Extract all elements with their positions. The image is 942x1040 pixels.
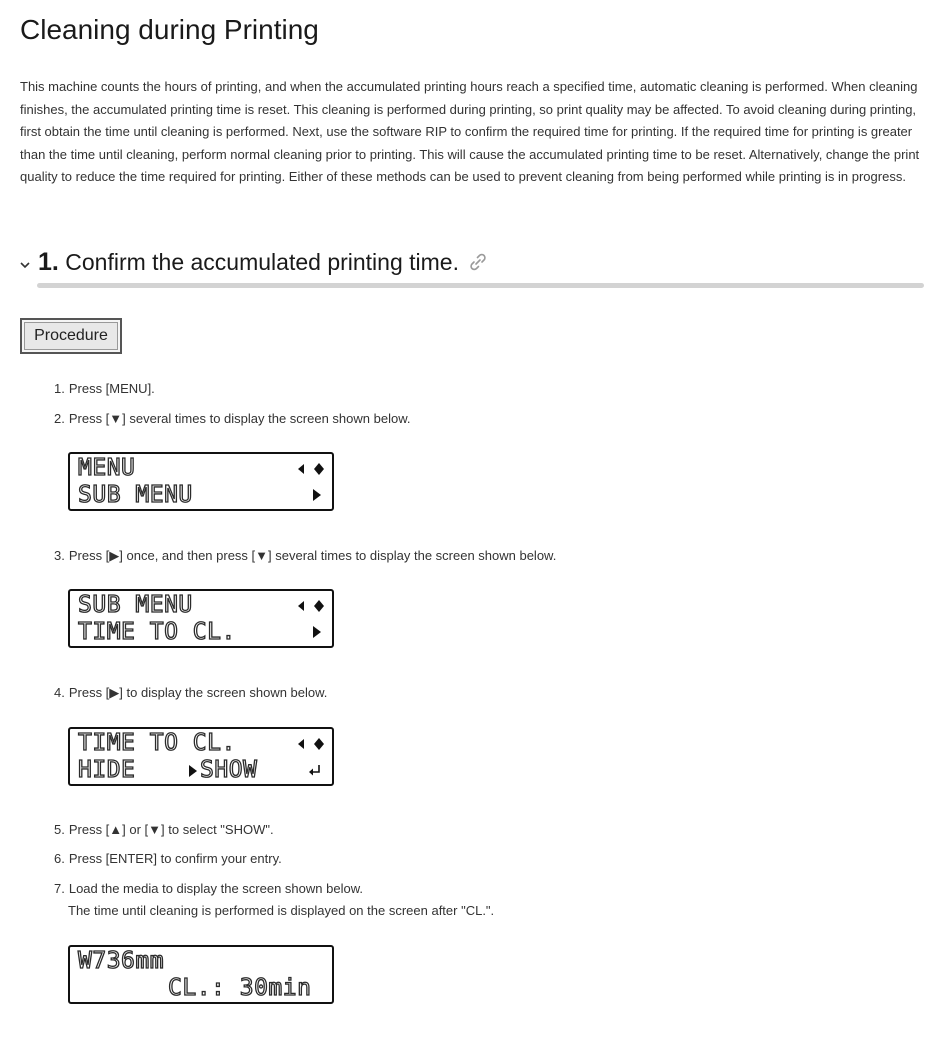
lcd-screen-width-cl [68,945,334,1004]
lcd-line-2: SUB MENU [78,482,193,508]
link-icon[interactable] [467,252,489,272]
step-num: 4. [54,685,65,700]
lcd-line-1: TIME TO CL. [78,730,236,756]
procedure-step-2 [54,410,410,428]
lcd-line-1: MENU [78,455,136,481]
procedure-step-4 [54,684,327,702]
step-text: Press [MENU]. [68,381,155,396]
lcd-line-2: TIME TO CL. [78,619,236,645]
procedure-button[interactable]: Procedure [20,318,122,354]
lcd-screen-submenu [68,589,334,648]
procedure-step-6 [54,850,282,868]
left-updown-arrows-icon [296,462,324,476]
lcd-line-1: SUB MENU [78,592,193,618]
lcd-line-2: CL.: 30min [168,975,312,1001]
lcd-line-2: HIDE [78,757,136,783]
step-text: Press [▶] to display the screen shown below. [68,685,328,700]
procedure-step-3 [54,547,556,565]
procedure-step-7-note: The time until cleaning is performed is displayed on the screen after "CL.". [68,903,495,918]
step-text: Press [ENTER] to confirm your entry. [68,851,282,866]
lcd-screen-time-to-cl [68,727,334,786]
lcd-screen-menu [68,452,334,511]
step-num: 1. [54,381,65,396]
step-text: Press [▼] several times to display the screen shown below. [68,411,411,426]
right-triangle-icon [312,625,322,639]
lcd-option-show: SHOW [200,757,258,783]
step-num: 6. [54,851,65,866]
step-text: Load the media to display the screen shown below. [68,881,363,896]
lcd-line-1: W736mm [78,948,165,974]
procedure-step-5 [54,821,274,839]
page-title: Cleaning during Printing [20,14,319,45]
intro-paragraph: This machine counts the hours of printing, and when the accumulated printing hours reach a specified time, automatic cleaning is performed. When cleaning finishes, the accumulated printing time is reset. This cleaning is performed during printing, so print quality may be affected. To avoid cleaning during printing, first obtain the time until cleaning is performed. Next, use the software RIP to confirm the required time for printing. If the required time for printing is greater than the time until cleaning, perform normal cleaning prior to printing. This will cause the accumulated printing time to be reset. Alternatively, change the print quality to reduce the time required for printing. Either of these methods can be used to prevent cleaning from being performed while printing is in progress. [20,79,920,184]
procedure-step-7 [54,880,363,898]
left-updown-arrows-icon [296,599,324,613]
step-1-header [18,248,924,292]
step-num: 7. [54,881,65,896]
step-text: Press [▲] or [▼] to select "SHOW". [68,822,274,837]
enter-return-icon [308,763,322,777]
chevron-down-icon[interactable] [18,258,32,272]
step-num: 3. [54,548,65,563]
step-1-title [38,248,489,277]
step-number: 1. [38,248,59,276]
procedure-step-1 [54,380,155,398]
step-num: 5. [54,822,65,837]
step-text: Press [▶] once, and then press [▼] several times to display the screen shown below. [68,548,557,563]
left-updown-arrows-icon [296,737,324,751]
right-triangle-icon [188,764,198,778]
step-divider [37,283,924,288]
step-title-text: Confirm the accumulated printing time. [65,249,459,275]
step-num: 2. [54,411,65,426]
right-triangle-icon [312,488,322,502]
